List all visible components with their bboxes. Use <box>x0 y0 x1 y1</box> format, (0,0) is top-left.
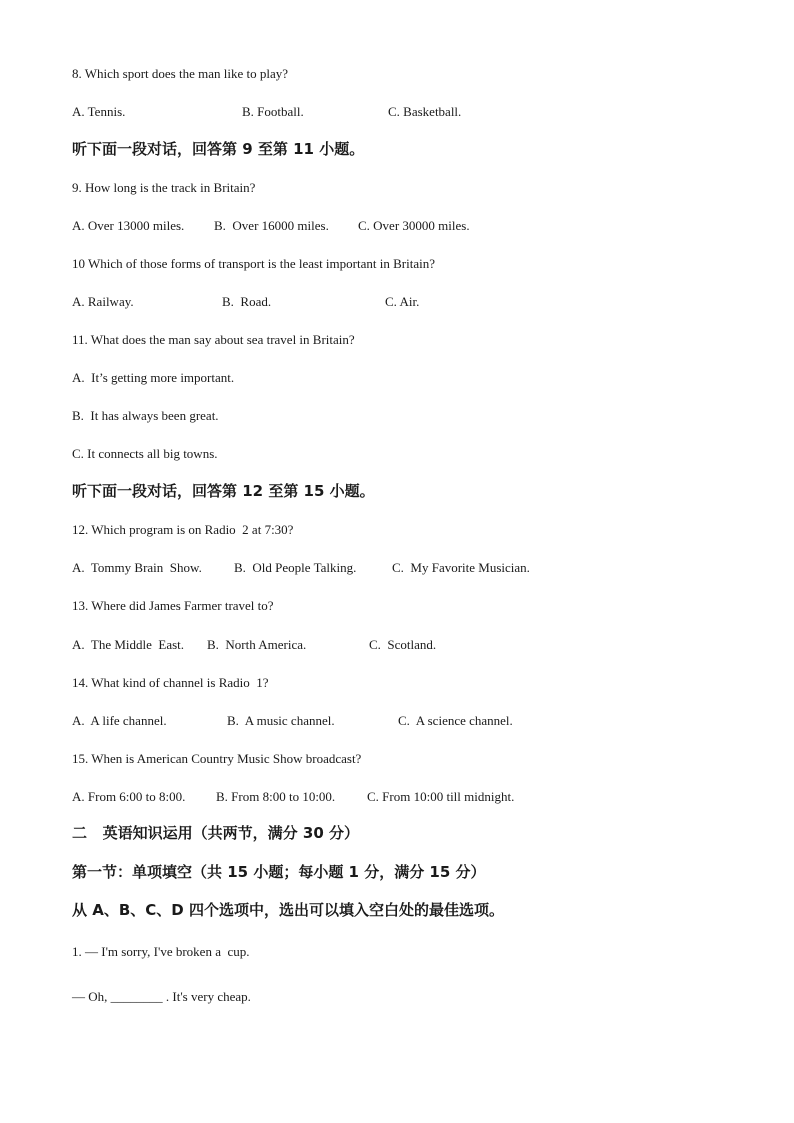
q10-option-b: B. Road. <box>222 294 272 309</box>
grammar-q1-line1: 1. — I'm sorry, I've broken a cup. <box>72 944 250 959</box>
q13-option-b: B. North America. <box>207 637 307 652</box>
section-one-title: 第一节：单项填空（共 15 小题；每小题 1 分，满分 15 分） <box>72 863 486 881</box>
q9-question: 9. How long is the track in Britain? <box>72 180 256 195</box>
grammar-q1-line2: — Oh, ________ . It's very cheap. <box>72 989 251 1004</box>
q12-option-b: B. Old People Talking. <box>234 560 357 575</box>
q15-option-c: C. From 10:00 till midnight. <box>367 789 515 804</box>
section-instruction-12-15: 听下面一段对话，回答第 12 至第 15 小题。 <box>72 482 375 500</box>
q14-question: 14. What kind of channel is Radio 1? <box>72 675 269 690</box>
q11-option-b: B. It has always been great. <box>72 408 219 423</box>
q15-option-a: A. From 6:00 to 8:00. <box>72 789 186 804</box>
q8-option-c: C. Basketball. <box>388 104 462 119</box>
q13-option-c: C. Scotland. <box>369 637 437 652</box>
section-one-instruction: 从 A、B、C、D 四个选项中，选出可以填入空白处的最佳选项。 <box>72 901 504 919</box>
q10-question: 10 Which of those forms of transport is the least important in Britain? <box>72 256 435 271</box>
q10-option-c: C. Air. <box>385 294 420 309</box>
q8-question: 8. Which sport does the man like to play? <box>72 66 289 81</box>
q13-question: 13. Where did James Farmer travel to? <box>72 598 274 613</box>
q15-question: 15. When is American Country Music Show broadcast? <box>72 751 362 766</box>
q11-question: 11. What does the man say about sea travel in Britain? <box>72 332 355 347</box>
q15-option-b: B. From 8:00 to 10:00. <box>216 789 336 804</box>
q9-option-a: A. Over 13000 miles. <box>72 218 185 233</box>
q8-option-b: B. Football. <box>242 104 304 119</box>
q10-option-a: A. Railway. <box>72 294 134 309</box>
q14-option-c: C. A science channel. <box>398 713 513 728</box>
q13-option-a: A. The Middle East. <box>72 637 185 652</box>
q11-option-c: C. It connects all big towns. <box>72 446 218 461</box>
q9-option-c: C. Over 30000 miles. <box>358 218 470 233</box>
q11-option-a: A. It’s getting more important. <box>72 370 235 385</box>
q14-option-b: B. A music channel. <box>227 713 335 728</box>
q12-question: 12. Which program is on Radio 2 at 7:30? <box>72 522 294 537</box>
q14-option-a: A. A life channel. <box>72 713 167 728</box>
part-two-title: 二 英语知识运用（共两节，满分 30 分） <box>72 824 359 842</box>
section-instruction-9-11: 听下面一段对话，回答第 9 至第 11 小题。 <box>72 140 365 158</box>
q12-option-c: C. My Favorite Musician. <box>392 560 530 575</box>
q8-option-a: A. Tennis. <box>72 104 126 119</box>
q12-option-a: A. Tommy Brain Show. <box>72 560 202 575</box>
q9-option-b: B. Over 16000 miles. <box>214 218 329 233</box>
